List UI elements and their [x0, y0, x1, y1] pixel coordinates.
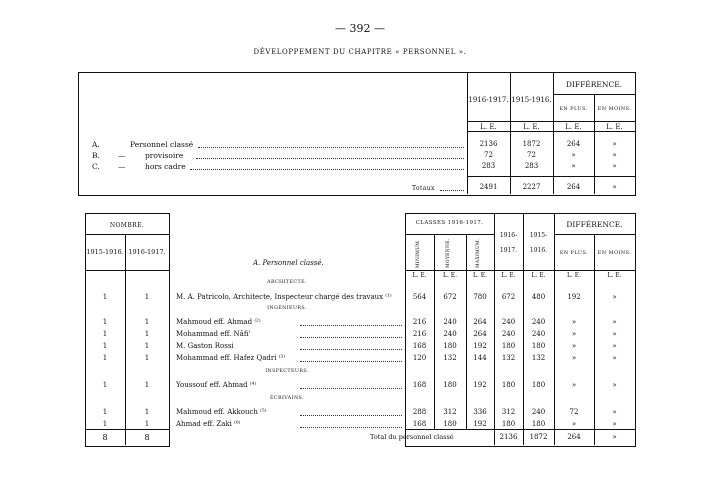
- summary-row-dash: —: [118, 162, 126, 171]
- section-title: A. Personnel classé.: [253, 259, 324, 267]
- classes-header: CLASSES 1916-1917.: [415, 220, 484, 226]
- summary-row-1915: 283: [524, 162, 539, 170]
- summary-total-1915: 2227: [522, 183, 541, 191]
- summary-header-moins: EN MOINS.: [597, 106, 632, 112]
- nombre-1916: 1: [144, 318, 150, 326]
- class-moyenne: 132: [443, 354, 457, 362]
- row-leader: [300, 349, 402, 350]
- class-maximum: 192: [473, 420, 487, 428]
- nombre-1916: 1: [144, 342, 150, 350]
- nombre-1915: 1: [102, 354, 108, 362]
- detail-header-difference: DIFFÉRENCE.: [566, 220, 623, 229]
- employee-name: Youssouf eff. Ahmad ⁽⁴⁾: [176, 381, 257, 389]
- summary-row-moins: »: [612, 140, 617, 148]
- summary-total-label: Totaux: [412, 185, 435, 192]
- summary-unit: L. E.: [480, 123, 497, 131]
- row-leader: [300, 325, 402, 326]
- nombre-1915: 1: [102, 420, 108, 428]
- detail-unit: L. E.: [531, 272, 546, 279]
- detail-header-plus: EN PLUS.: [559, 250, 589, 256]
- nombre-1916: 1: [144, 293, 150, 301]
- salary-1915: 240: [531, 408, 546, 416]
- difference-plus: »: [571, 318, 577, 326]
- employee-name: Mohammad eff. Hafez Qadri ⁽³⁾: [176, 354, 285, 362]
- difference-plus: »: [571, 381, 577, 389]
- total-nombre-1915: 8: [102, 433, 108, 442]
- nombre-1915: 1: [102, 342, 108, 350]
- summary-header-1916: 1916-1917.: [468, 96, 509, 104]
- summary-header-1915: 1915-1916.: [511, 96, 552, 104]
- employee-name: M. Gaston Rossi: [176, 342, 234, 350]
- nombre-1915: 1: [102, 330, 108, 338]
- detail-header-1915: 1915-1916.: [529, 232, 548, 254]
- difference-moins: »: [612, 330, 617, 338]
- class-minimum: 216: [412, 318, 427, 326]
- nombre-1916-header: 1916-1917.: [128, 248, 166, 256]
- class-minimum: 288: [412, 408, 427, 416]
- difference-moins: »: [612, 293, 617, 301]
- employee-name: M. A. Patricolo, Architecte, Inspecteur chargé des travaux ⁽¹⁾: [176, 293, 392, 301]
- group-title: ARCHITECTE.: [267, 280, 307, 285]
- nombre-1916: 1: [144, 420, 150, 428]
- detail-unit: L. E.: [607, 272, 622, 279]
- employee-name: Ahmad eff. Zaki ⁽⁶⁾: [176, 420, 241, 428]
- employee-name: Mahmoud eff. Ahmad ⁽²⁾: [176, 318, 261, 326]
- detail-unit: L. E.: [566, 272, 582, 279]
- nombre-1915: 1: [102, 381, 108, 389]
- difference-plus: »: [571, 354, 577, 362]
- difference-moins: »: [612, 354, 617, 362]
- detail-unit: L. E.: [501, 272, 516, 279]
- class-moyenne: 672: [443, 293, 457, 301]
- row-leader: [300, 388, 402, 389]
- salary-1916: 240: [501, 330, 516, 338]
- summary-header-difference: DIFFÉRENCE.: [565, 80, 623, 89]
- class-moyenne: 180: [443, 342, 457, 350]
- summary-row-dash: —: [118, 151, 126, 160]
- difference-moins: »: [612, 381, 617, 389]
- difference-moins: »: [612, 342, 617, 350]
- summary-row-label: provisoire: [145, 151, 184, 160]
- summary-unit: L. E.: [523, 123, 540, 131]
- moyenne-header: MOYENNE.: [446, 238, 451, 268]
- salary-1915: 180: [531, 420, 546, 428]
- class-minimum: 168: [412, 381, 427, 389]
- class-moyenne: 180: [443, 381, 457, 389]
- row-leader: [300, 361, 402, 362]
- minimum-header: MINIMUM.: [416, 239, 421, 268]
- nombre-1915: 1: [102, 293, 108, 301]
- detail-header-1916: 1916-1917.: [499, 232, 518, 254]
- nombre-1916: 1: [144, 354, 150, 362]
- salary-1916: 180: [501, 420, 516, 428]
- summary-row-1916: 2136: [479, 140, 498, 148]
- row-leader: [300, 337, 402, 338]
- summary-row-moins: »: [612, 151, 617, 159]
- nombre-header: NOMBRE.: [109, 222, 145, 229]
- summary-row-plus: »: [571, 162, 576, 170]
- difference-plus: »: [571, 342, 577, 350]
- summary-row-1915: 72: [527, 151, 536, 159]
- salary-1916: 180: [501, 381, 516, 389]
- salary-1915: 240: [531, 318, 546, 326]
- summary-row-leader: [196, 158, 464, 159]
- row-leader: [300, 415, 402, 416]
- summary-row-label: Personnel classé: [130, 140, 194, 149]
- class-minimum: 168: [412, 420, 427, 428]
- chapter-heading: DÉVELOPPEMENT DU CHAPITRE « PERSONNEL ».: [253, 48, 467, 56]
- nombre-1915-header: 1915-1916.: [86, 248, 124, 256]
- nombre-1916: 1: [144, 381, 150, 389]
- detail-unit: L. E.: [472, 272, 488, 279]
- class-maximum: 264: [473, 330, 487, 338]
- class-moyenne: 240: [443, 330, 457, 338]
- salary-1916: 672: [501, 293, 516, 301]
- difference-plus: 72: [569, 408, 579, 416]
- summary-row-1915: 1872: [522, 140, 541, 148]
- summary-row-plus: »: [571, 151, 576, 159]
- difference-moins: »: [612, 420, 617, 428]
- summary-row-code: C.: [92, 162, 100, 171]
- difference-plus: »: [571, 420, 577, 428]
- total-1916: 2136: [499, 433, 518, 441]
- group-title: INGÉNIEURS.: [267, 306, 307, 311]
- summary-row-plus: 264: [566, 140, 581, 148]
- summary-row-code: A.: [92, 140, 100, 149]
- summary-unit: L. E.: [606, 123, 623, 131]
- difference-moins: »: [612, 318, 617, 326]
- total-1915: 1872: [529, 433, 548, 441]
- class-maximum: 192: [473, 381, 487, 389]
- summary-total-moins: »: [612, 183, 617, 191]
- difference-plus: »: [571, 330, 577, 338]
- nombre-1915: 1: [102, 318, 108, 326]
- salary-1915: 180: [531, 381, 546, 389]
- class-minimum: 168: [412, 342, 427, 350]
- class-maximum: 144: [473, 354, 487, 362]
- salary-1915: 240: [531, 330, 546, 338]
- summary-header-plus: EN PLUS.: [559, 106, 588, 112]
- summary-row-label: hors cadre: [145, 162, 186, 171]
- row-leader: [300, 427, 402, 428]
- nombre-1916: 1: [144, 330, 150, 338]
- class-moyenne: 312: [443, 408, 457, 416]
- maximum-header: MAXIMUM.: [476, 238, 481, 268]
- class-minimum: 216: [412, 330, 427, 338]
- salary-1916: 312: [501, 408, 516, 416]
- class-maximum: 264: [473, 318, 487, 326]
- difference-moins: »: [612, 408, 617, 416]
- salary-1916: 240: [501, 318, 516, 326]
- salary-1916: 132: [501, 354, 516, 362]
- difference-plus: 192: [567, 293, 581, 301]
- class-maximum: 336: [473, 408, 487, 416]
- salary-1915: 180: [531, 342, 546, 350]
- salary-1916: 180: [501, 342, 516, 350]
- summary-row-moins: »: [612, 162, 617, 170]
- summary-total-plus: 264: [566, 183, 581, 191]
- summary-row-leader: [198, 147, 464, 148]
- detail-header-moins: EN MOINS.: [597, 250, 632, 256]
- total-plus: 264: [567, 433, 581, 441]
- employee-name: Mahmoud eff. Akkouch ⁽⁵⁾: [176, 408, 267, 416]
- detail-unit: L. E.: [412, 272, 427, 279]
- total-nombre-1916: 8: [144, 433, 150, 442]
- employee-name: Mohammad eff. Nâfi': [176, 330, 251, 338]
- group-title: INSPECTEURS.: [265, 369, 309, 374]
- class-moyenne: 180: [443, 420, 457, 428]
- salary-1915: 480: [531, 293, 546, 301]
- nombre-1915: 1: [102, 408, 108, 416]
- nombre-1916: 1: [144, 408, 150, 416]
- total-moins: »: [612, 433, 617, 441]
- total-label: Total du personnel classé: [370, 433, 454, 441]
- group-title: ÉCRIVAINS.: [269, 396, 304, 401]
- summary-row-1916: 283: [481, 162, 496, 170]
- class-moyenne: 240: [443, 318, 457, 326]
- summary-total-1916: 2491: [479, 183, 498, 191]
- summary-row-code: B.: [92, 151, 100, 160]
- class-maximum: 192: [473, 342, 487, 350]
- page-number: — 392 —: [335, 22, 385, 35]
- summary-row-leader: [190, 169, 464, 170]
- salary-1915: 132: [531, 354, 546, 362]
- class-maximum: 780: [473, 293, 487, 301]
- summary-unit: L. E.: [565, 123, 582, 131]
- detail-unit: L. E.: [442, 272, 458, 279]
- class-minimum: 564: [412, 293, 427, 301]
- summary-row-1916: 72: [484, 151, 493, 159]
- class-minimum: 120: [412, 354, 427, 362]
